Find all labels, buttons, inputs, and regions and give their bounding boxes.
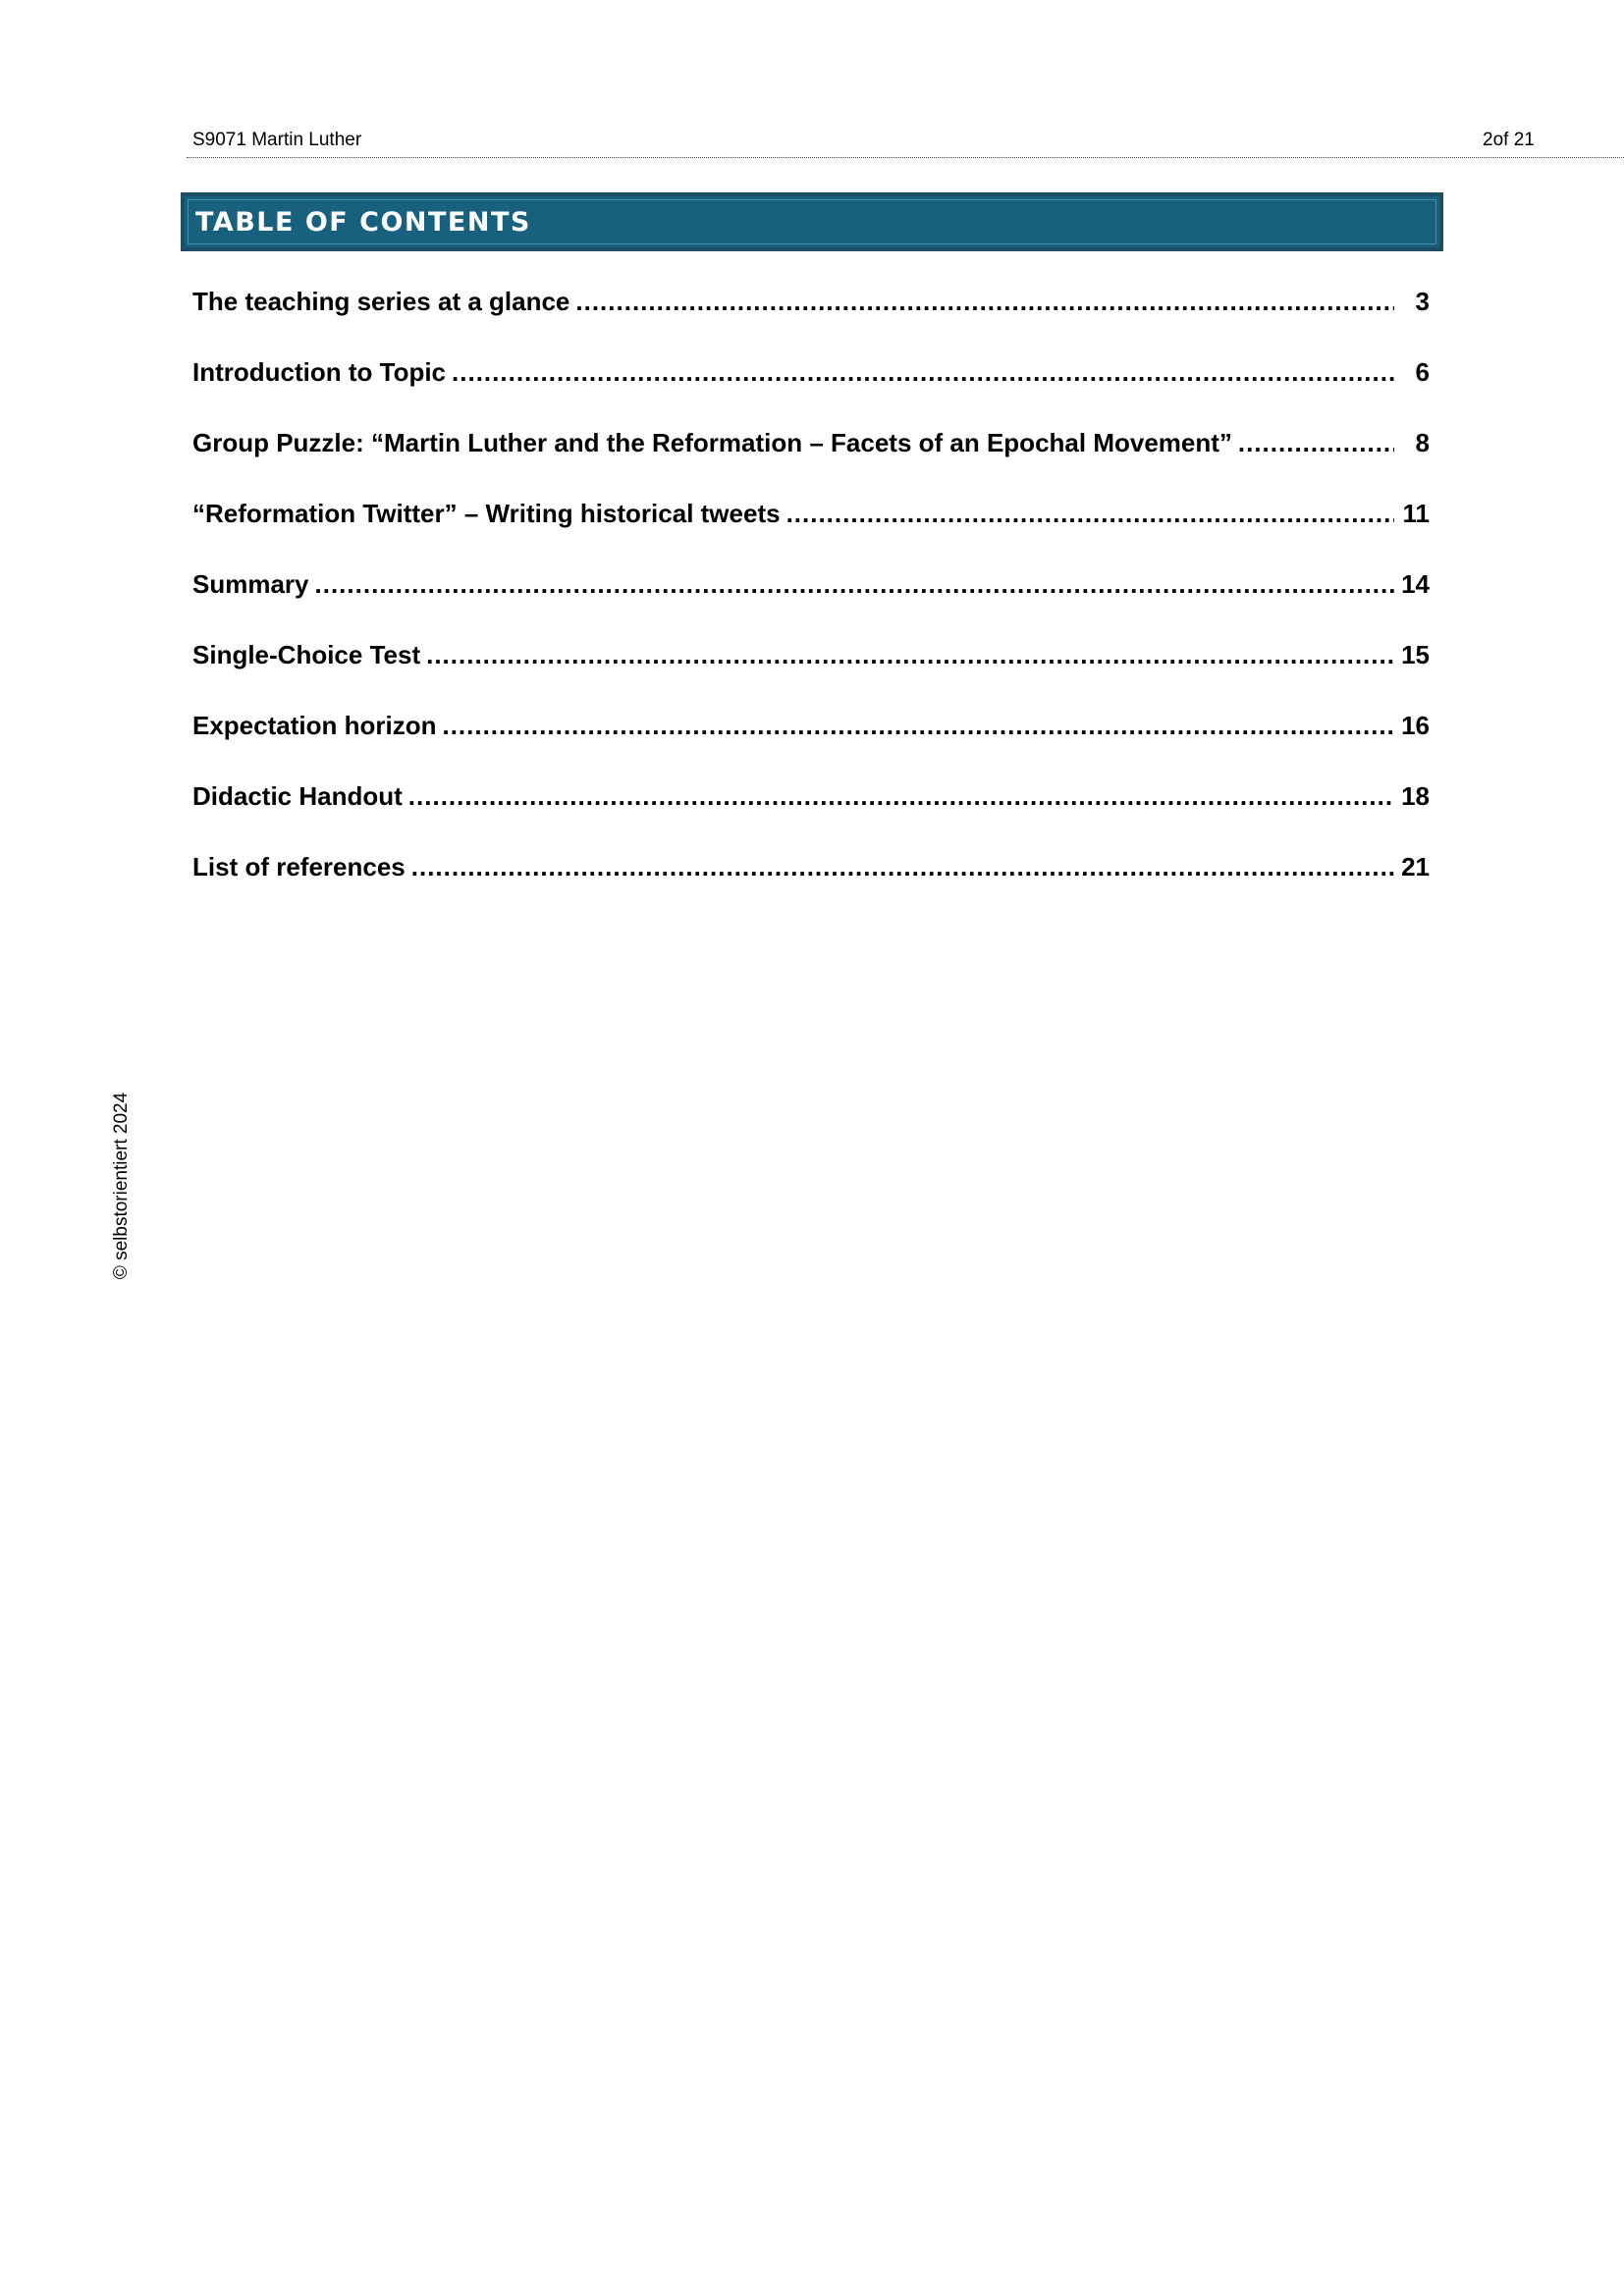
page-header bbox=[192, 128, 1538, 157]
toc-entry-page: 14 bbox=[1401, 569, 1430, 599]
page-number: 2of 21 bbox=[1483, 130, 1535, 150]
toc-entry-label: Single-Choice Test bbox=[192, 640, 421, 669]
toc-entry-label: “Reformation Twitter” – Writing historical tweets bbox=[192, 499, 781, 528]
toc-dot-leader bbox=[786, 497, 1394, 530]
toc-list bbox=[192, 285, 1430, 921]
toc-entry-label: Group Puzzle: “Martin Luther and the Reformation – Facets of an Epochal Movement” bbox=[192, 428, 1232, 457]
toc-entry[interactable] bbox=[192, 426, 1430, 497]
toc-entry-page: 18 bbox=[1401, 781, 1430, 811]
toc-heading-banner bbox=[181, 192, 1443, 251]
toc-dot-leader bbox=[442, 709, 1394, 742]
toc-entry[interactable] bbox=[192, 355, 1430, 426]
toc-dot-leader bbox=[1238, 426, 1394, 459]
toc-entry[interactable] bbox=[192, 567, 1430, 638]
toc-entry-page: 3 bbox=[1415, 287, 1430, 316]
toc-entry-page: 21 bbox=[1401, 852, 1430, 881]
toc-entry[interactable] bbox=[192, 709, 1430, 779]
toc-entry-label: Summary bbox=[192, 569, 309, 599]
toc-entry-label: Expectation horizon bbox=[192, 711, 437, 740]
toc-entry-page: 15 bbox=[1401, 640, 1430, 669]
toc-entry-label: List of references bbox=[192, 852, 406, 881]
toc-entry-page: 8 bbox=[1415, 428, 1430, 457]
toc-dot-leader bbox=[408, 779, 1394, 813]
toc-entry[interactable] bbox=[192, 497, 1430, 567]
toc-entry[interactable] bbox=[192, 850, 1430, 921]
toc-dot-leader bbox=[315, 567, 1395, 601]
toc-entry-label: Introduction to Topic bbox=[192, 357, 447, 387]
toc-entry[interactable] bbox=[192, 638, 1430, 709]
toc-heading: TABLE OF CONTENTS bbox=[195, 207, 531, 238]
toc-dot-leader bbox=[575, 285, 1394, 318]
copyright-notice: © selbstorientiert 2024 bbox=[111, 1092, 132, 1280]
toc-entry-page: 16 bbox=[1401, 711, 1430, 740]
toc-entry[interactable] bbox=[192, 779, 1430, 850]
toc-entry-page: 11 bbox=[1402, 499, 1430, 528]
document-title: S9071 Martin Luther bbox=[192, 130, 362, 150]
toc-entry-label: Didactic Handout bbox=[192, 781, 403, 811]
toc-dot-leader bbox=[426, 638, 1394, 671]
toc-entry-page: 6 bbox=[1415, 357, 1430, 387]
toc-entry-label: The teaching series at a glance bbox=[192, 287, 570, 316]
toc-entry[interactable] bbox=[192, 285, 1430, 355]
toc-dot-leader bbox=[452, 355, 1394, 389]
toc-dot-leader bbox=[411, 850, 1394, 883]
header-divider bbox=[187, 157, 1624, 158]
